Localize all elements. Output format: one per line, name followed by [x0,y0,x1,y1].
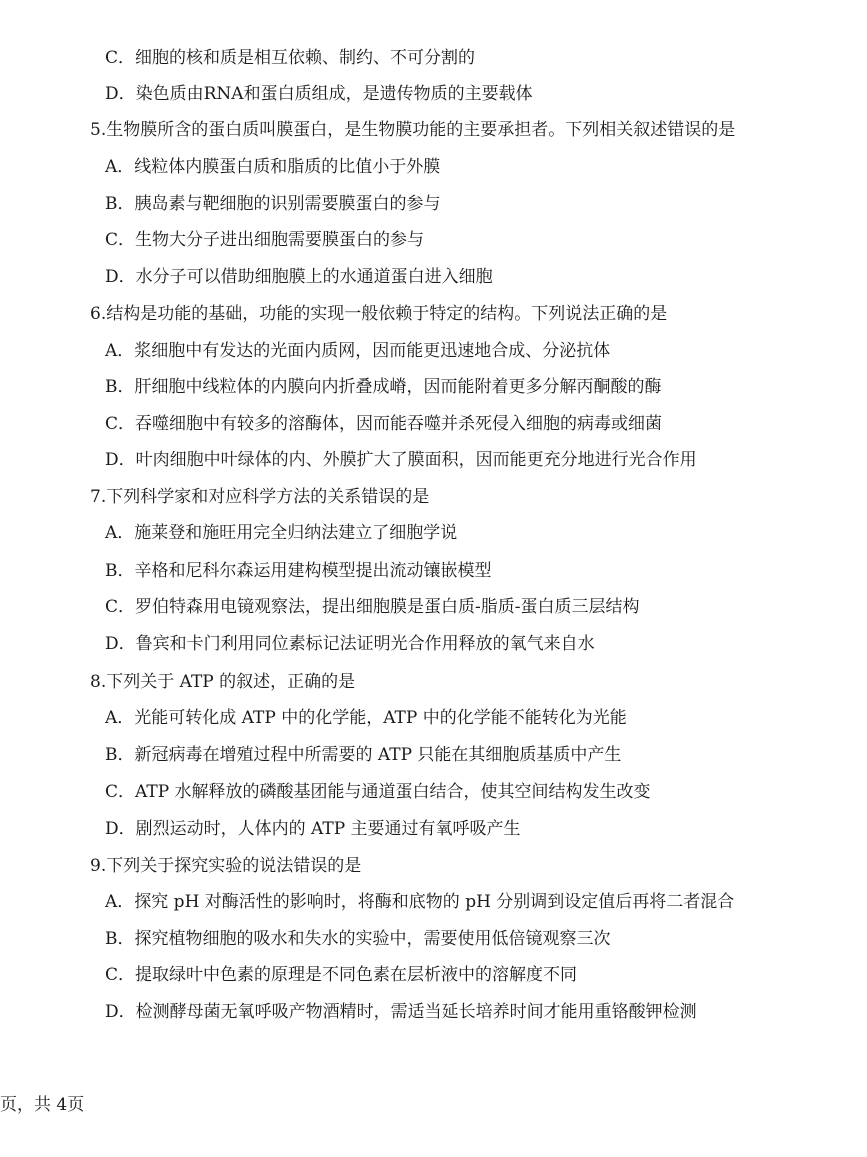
answer-option: B．辛格和尼科尔森运用建构模型提出流动镶嵌模型 [105,561,492,581]
question-stem: 9.下列关于探究实验的说法错误的是 [90,856,362,876]
answer-option: C．提取绿叶中色素的原理是不同色素在层析液中的溶解度不同 [105,965,578,985]
answer-option: A．施莱登和施旺用完全归纳法建立了细胞学说 [105,523,458,543]
answer-option: D．叶肉细胞中叶绿体的内、外膜扩大了膜面积，因而能更充分地进行光合作用 [105,450,697,470]
answer-option: A．光能可转化成 ATP 中的化学能，ATP 中的化学能不能转化为光能 [105,708,627,728]
answer-option: A．探究 pH 对酶活性的影响时，将酶和底物的 pH 分别调到设定值后再将二者混合 [105,892,735,912]
answer-option: C．吞噬细胞中有较多的溶酶体，因而能吞噬并杀死侵入细胞的病毒或细菌 [105,414,663,434]
answer-option: B．肝细胞中线粒体的内膜向内折叠成嵴，因而能附着更多分解丙酮酸的酶 [105,377,662,397]
answer-option: B．胰岛素与靶细胞的识别需要膜蛋白的参与 [105,194,441,214]
answer-option: D．鲁宾和卡门利用同位素标记法证明光合作用释放的氧气来自水 [105,634,595,654]
answer-option: A．线粒体内膜蛋白质和脂质的比值小于外膜 [105,157,441,177]
question-stem: 6.结构是功能的基础，功能的实现一般依赖于特定的结构。下列说法正确的是 [90,304,668,324]
question-stem: 8.下列关于 ATP 的叙述，正确的是 [90,672,356,692]
page-footer: 页，共 4页 [0,1095,85,1115]
question-stem: 5.生物膜所含的蛋白质叫膜蛋白，是生物膜功能的主要承担者。下列相关叙述错误的是 [90,120,736,140]
answer-option: D．水分子可以借助细胞膜上的水通道蛋白进入细胞 [105,267,493,287]
answer-option: B．探究植物细胞的吸水和失水的实验中，需要使用低倍镜观察三次 [105,929,611,949]
answer-option: D．检测酵母菌无氧呼吸产物酒精时，需适当延长培养时间才能用重铬酸钾检测 [105,1002,697,1022]
answer-option: C．细胞的核和质是相互依赖、制约、不可分割的 [105,48,476,68]
question-stem: 7.下列科学家和对应科学方法的关系错误的是 [90,487,430,507]
answer-option: C．罗伯特森用电镜观察法，提出细胞膜是蛋白质-脂质-蛋白质三层结构 [105,597,640,617]
answer-option: A．浆细胞中有发达的光面内质网，因而能更迅速地合成、分泌抗体 [105,341,611,361]
answer-option: C．生物大分子进出细胞需要膜蛋白的参与 [105,230,425,250]
answer-option: D．染色质由RNA和蛋白质组成，是遗传物质的主要载体 [105,84,533,104]
answer-option: B．新冠病毒在增殖过程中所需要的 ATP 只能在其细胞质基质中产生 [105,745,622,765]
answer-option: C．ATP 水解释放的磷酸基团能与通道蛋白结合，使其空间结构发生改变 [105,782,651,802]
answer-option: D．剧烈运动时，人体内的 ATP 主要通过有氧呼吸产生 [105,819,521,839]
